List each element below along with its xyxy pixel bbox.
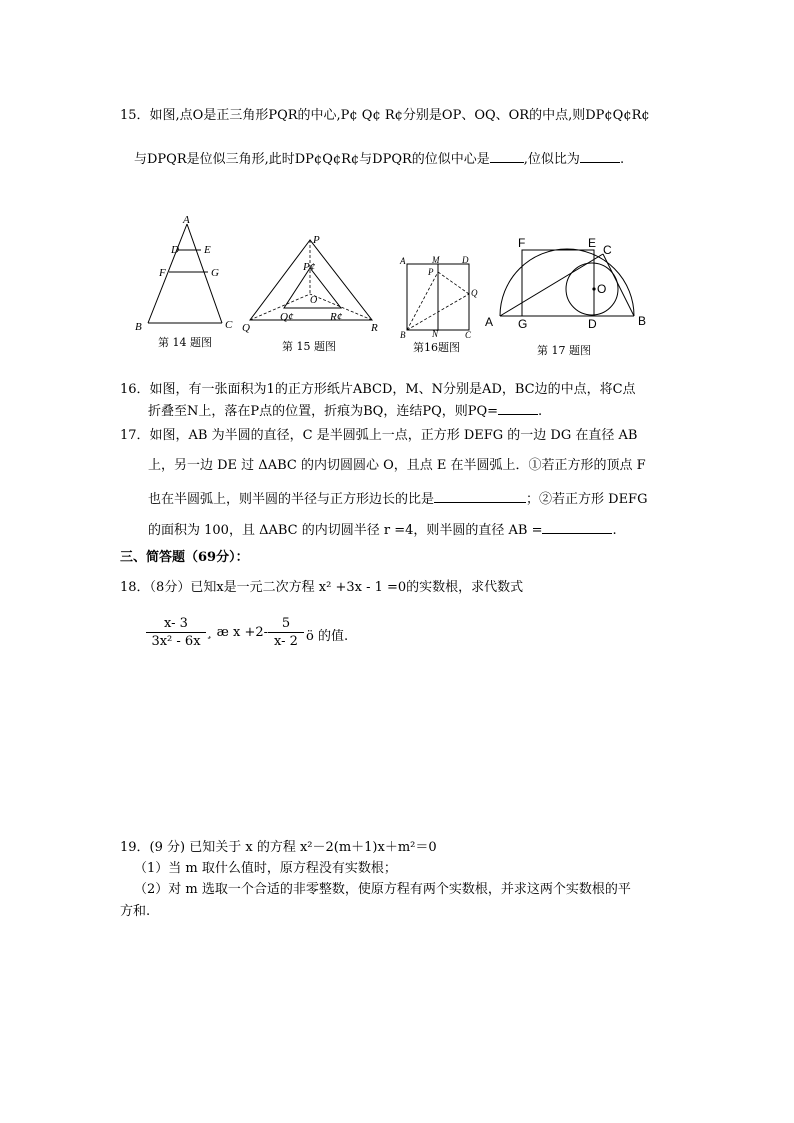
- q15-line2-end: .: [619, 152, 625, 167]
- fig14-label-B: B: [135, 321, 142, 333]
- figure-14: [130, 212, 240, 357]
- q19-line1: 19．(9 分) 已知关于 x 的方程 x²－2(m＋1)x＋m²＝0: [120, 840, 437, 855]
- fig14-label-E: E: [204, 244, 211, 256]
- q15-blank-center[interactable]: [490, 150, 524, 163]
- fig14-label-F: F: [159, 267, 166, 279]
- figure-15: [240, 232, 385, 357]
- q15-line1: 15．如图,点O是正三角形PQR的中心,P¢ Q¢ R¢分别是OP、OQ、OR的中点,则DP¢Q¢R¢: [120, 108, 650, 123]
- fig17-label-F: F: [518, 236, 526, 250]
- fig15-caption: 第 15 题图: [282, 340, 336, 353]
- q16-line2-end: .: [538, 404, 543, 419]
- fig16-label-Q: Q: [471, 288, 478, 298]
- fig14-label-G: G: [211, 267, 219, 279]
- figure-17: [480, 232, 660, 357]
- fig15-label-P: P: [313, 234, 320, 246]
- fig17-label-E: E: [588, 236, 597, 250]
- q18-expression: [146, 616, 406, 660]
- fig15-label-Rprime: R¢: [330, 311, 343, 323]
- q15-line2: [134, 150, 624, 168]
- fig16-label-N: N: [432, 329, 439, 339]
- fig16-label-P: P: [428, 267, 434, 277]
- figure-17-drawing: [480, 232, 660, 357]
- fig17-label-A: A: [485, 315, 494, 329]
- fig15-label-Qprime: Q¢: [280, 311, 294, 323]
- fig15-label-Q: Q: [242, 322, 250, 334]
- fig17-label-D: D: [588, 317, 597, 331]
- fig15-label-O: O: [310, 295, 318, 306]
- fig15-label-R: R: [371, 322, 378, 334]
- q18-frac1-denominator: 3x² - 6x: [151, 634, 201, 649]
- fig16-label-C: C: [465, 330, 472, 340]
- q18-tail: ö 的值.: [306, 629, 349, 644]
- q19-line3: （2）对 m 选取一个合适的非零整数，使原方程有两个实数根，并求这两个实数根的平: [134, 882, 631, 897]
- q17-line2: 上，另一边 DE 过 ΔABC 的内切圆圆心 O，且点 E 在半圆弧上．①若正方形的顶点 F: [148, 458, 646, 473]
- q17-blank-ratio[interactable]: [434, 490, 526, 503]
- q17-line4: [148, 521, 617, 539]
- q18-frac2-numerator: 5: [268, 616, 304, 633]
- fig16-label-A: A: [400, 256, 406, 266]
- fig16-label-D: D: [462, 255, 469, 265]
- q18-line1: 18．（8分）已知x是一元二次方程 x² +3x - 1 =0的实数根，求代数式: [120, 580, 524, 595]
- q17-line3-text: 也在半圆弧上，则半圆的半径与正方形边长的比是: [148, 492, 435, 507]
- q16-line1: 16．如图，有一张面积为1的正方形纸片ABCD，M、N分别是AD，BC边的中点，将C点: [120, 382, 636, 397]
- q15-line2-text-b: ,位似比为: [523, 152, 580, 167]
- q18-fraction-1: [146, 616, 206, 649]
- q15-blank-ratio[interactable]: [580, 150, 620, 163]
- q19-line2: （1）当 m 取什么值时，原方程没有实数根；: [134, 861, 397, 876]
- fig14-caption: 第 14 题图: [158, 336, 212, 349]
- fig16-label-M: M: [432, 255, 440, 265]
- fig15-label-Pprime: P¢: [303, 261, 316, 273]
- q17-line4-end: .: [612, 523, 617, 538]
- q18-fraction-2: [268, 616, 304, 649]
- section-3-title: 三、简答题（69分）：: [120, 550, 249, 565]
- q16-line2-text: 折叠至N上，落在P点的位置，折痕为BQ，连结PQ，则PQ=: [148, 404, 499, 419]
- fig17-label-C: C: [603, 243, 612, 257]
- fig17-label-O: O: [597, 282, 607, 296]
- q16-line2: [148, 402, 542, 420]
- q17-line3-text-b: ；②若正方形 DEFG: [526, 492, 648, 507]
- q16-blank-pq[interactable]: [498, 402, 538, 415]
- fig16-label-B: B: [400, 330, 406, 340]
- figure-16: [395, 250, 490, 355]
- q17-line1: 17．如图，AB 为半圆的直径，C 是半圆弧上一点，正方形 DEFG 的一边 DG 在直径 AB: [120, 428, 638, 443]
- fig17-label-B: B: [638, 314, 647, 328]
- q17-line3: [148, 490, 647, 508]
- fig17-center-dot: [592, 287, 595, 290]
- fig16-caption: 第16题图: [413, 341, 460, 354]
- fig17-caption: 第 17 题图: [537, 344, 591, 357]
- q18-frac1-numerator: x- 3: [146, 616, 206, 633]
- q19-line4: 方和.: [120, 904, 151, 919]
- fig14-label-C: C: [225, 319, 233, 331]
- q17-blank-ab[interactable]: [542, 521, 612, 534]
- q18-middle: ¸ æ x +2-: [206, 625, 269, 640]
- fig14-label-A: A: [183, 214, 190, 226]
- q18-frac2-denominator: x- 2: [274, 634, 298, 649]
- q17-line4-text: 的面积为 100，且 ΔABC 的内切圆半径 r =4，则半圆的直径 AB =: [148, 523, 543, 538]
- q15-line2-text: 与DPQR是位似三角形,此时DP¢Q¢R¢与DPQR的位似中心是: [134, 152, 490, 167]
- fig14-label-D: D: [171, 244, 179, 256]
- fig17-label-G: G: [518, 317, 528, 331]
